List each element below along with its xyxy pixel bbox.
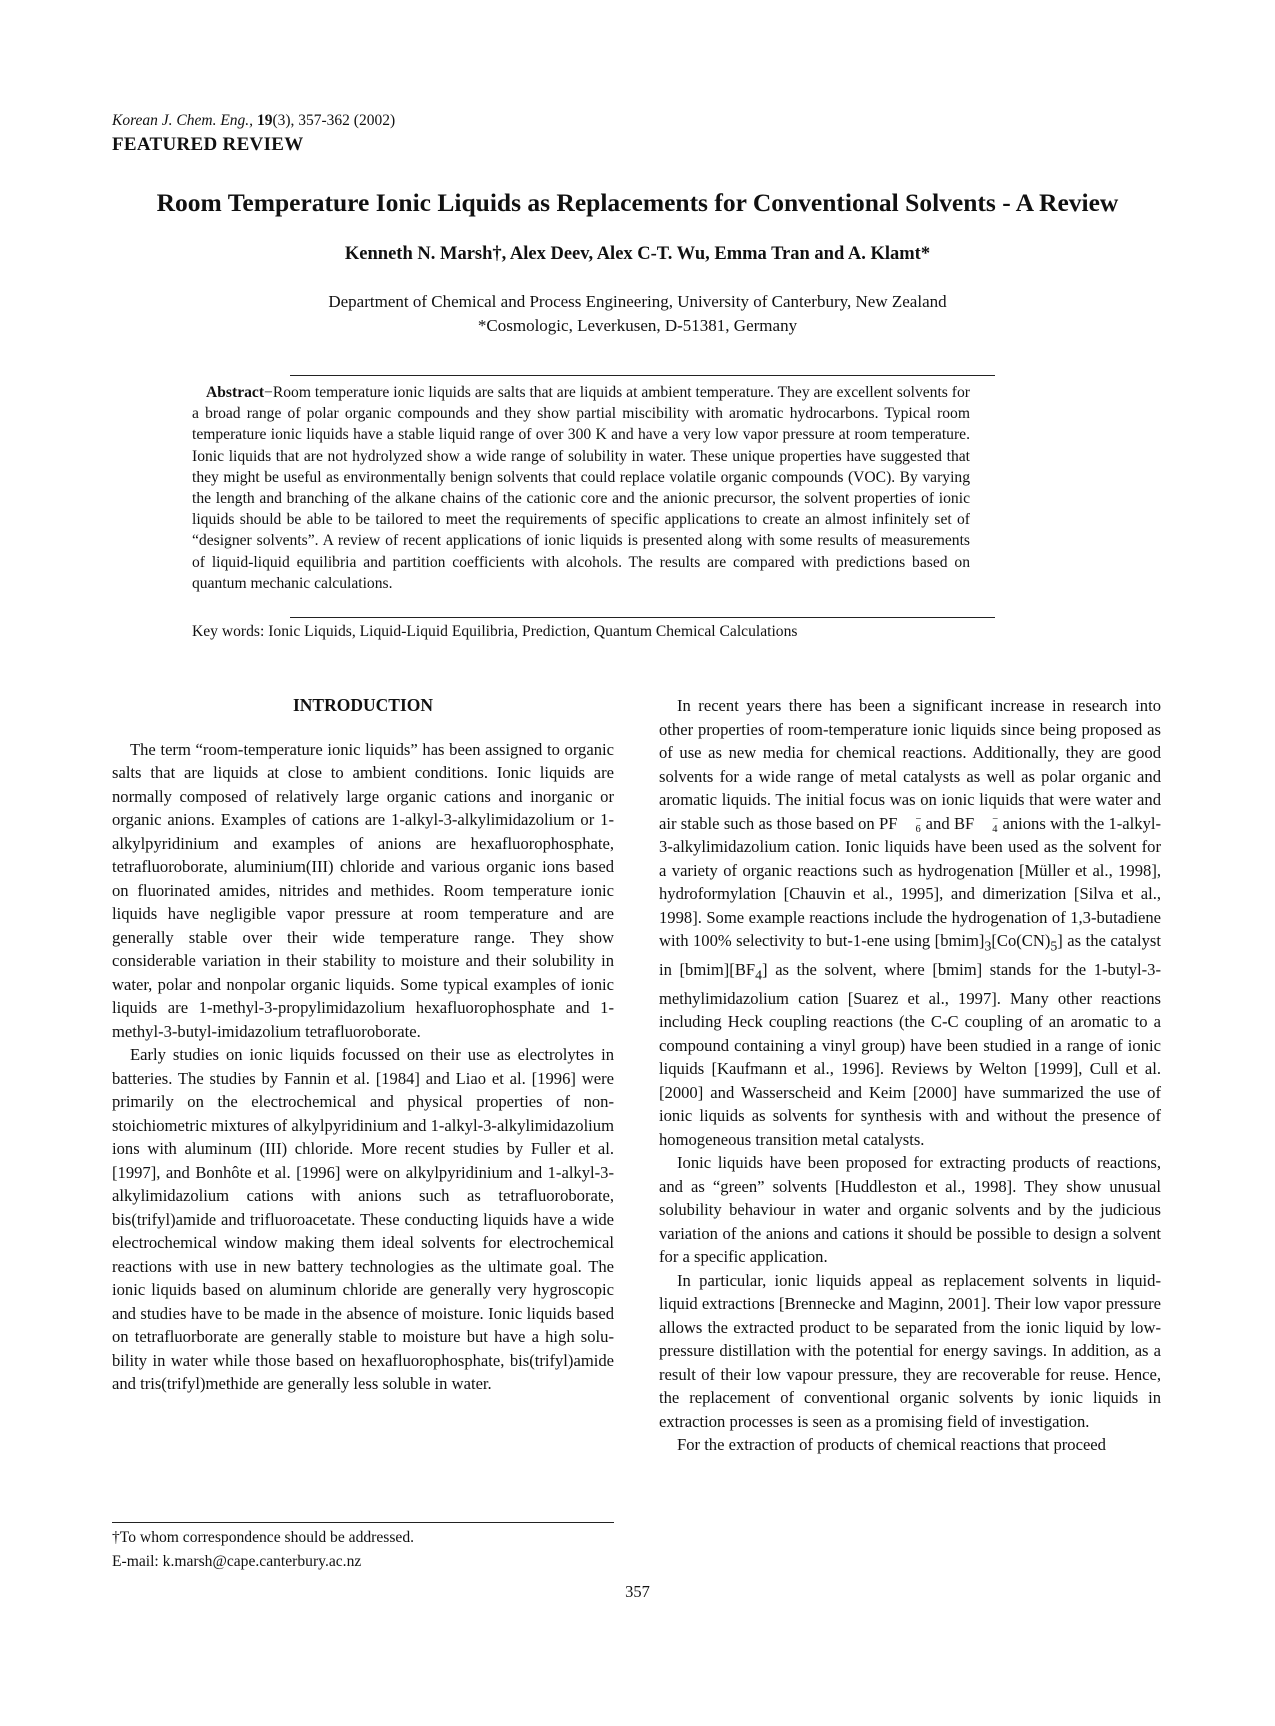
journal-name: Korean J. Chem. Eng., [112,112,254,129]
affiliation-1: Department of Chemical and Process Engineering, University of Canterbury, New Zealand [328,292,947,311]
footnote-rule [112,1522,614,1523]
paragraph: The term “room-temperature ionic liquids” has been assigned to organic salts that are liquids at close to ambient conditions. Ionic liquids are normally composed of relatively large organic cations and inorganic or organic anions. Examples of cations are 1-alkyl-3-alkylimidazolium or 1-alkylpyridinium and examples of anions are hexafluorophosphate, tetrafluoroborate, aluminium(III) chloride and various organic ions based on fluorinated amides, nitrides and methides. Room temperature ionic liquids have negligible vapor pressure at room temperature and are generally stable over their wide temperature range. They show considerable variation in their stability to moisture and their solubility in water, polar and nonpolar organic liquids. Some typical examples of ionic liquids are 1-methyl-3-propylimidazolium hexafluorophosphate and 1-methyl-3-butyl-imidazolium tetrafluoroborate. [112,739,614,1041]
journal-citation [112,112,395,130]
bf4-formula: BF − 4 [953,813,999,835]
text-run: ] as the catalyst in [bmim][BF [659,931,1162,979]
paragraph: Ionic liquids have been proposed for extracting products of reactions, and as “green” solvents [Huddleston et al., 1998]. They show unusual solubility behaviour in water and organic solvents and by the judicious variation of the anions and cations it should be possible to design a solvent for a specific application. [659,1153,1161,1267]
right-column [659,694,1161,1457]
pf6-formula: PF − 6 [878,813,922,835]
abstract-text: −Room temperature ionic liquids are salts that are liquids at ambient temperature. They are excellent solvents for a broad range of polar organic compounds and they show partial miscibility with aromatic hydrocarbons. Typical room temperature ionic liquids have a stable liquid range of over 300 K and have a very low vapor pressure at room temperature. Ionic liquids that are not hydrolyzed show a wide range of solubility in water. These unique properties have suggested that they might be useful as environmentally benign solvents that could replace volatile organic compounds (VOC). By varying the length and branching of the alkane chains of the cationic core and the anionic precursor, the solvent properties of ionic liquids should be able to be tailored to meet the requirements of specific applications to create an almost infinitely set of “designer solvents”. A review of recent applications of ionic liquids is presented along with some results of measurements of liquid-liquid equilibria and partition coefficients with alcohols. The results are compared with predictions based on quantum mechanic calculations. [192,384,970,592]
paragraph: For the extraction of products of chemical reactions that proceed [677,1435,1106,1455]
paragraph: Early studies on ionic liquids focussed on their use as electrolytes in batteries. The studies by Fannin et al. [1984] and Liao et al. [1996] were primarily on the electrochemical and physical properties of non-stoichiometric mixtures of alkylpyridinium and 1-alkyl-3-alkylimidazolium ions with aluminum (III) chloride. More recent studies by Fuller et al. [1997], and Bonhôte et al. [1996] were on alkylpyridinium and 1-alkyl-3-alkylimidazolium cations with anions such as tetrafluoroborate, bis(trifyl)amide and trifluoroacetate. These conducting liquids have a wide electrochemical window making them ideal solvents for electrochemical reactions with use in new battery technologies as the ultimate goal. The ionic liquids based on aluminum chloride are generally very hygroscopic and studies have to be made in the absence of moisture. Ionic liquids based on tetrafluorborate are generally stable to moisture but have a high solubility in water while those based on hexafluorophosphate, bis(trifyl)amide and tris(trifyl)methide are generally less soluble in water. [112,1045,614,1393]
paragraph: In particular, ionic liquids appeal as replacement solvents in liquid-liquid extractions [Brennecke and Maginn, 2001]. Their low vapor pressure allows the extracted product to be separated from the ionic liquid by low-pressure distillation with the potential for energy savings. In addition, as a result of their low vapour pressure, they are recoverable for reuse. Hence, the replacement of conventional organic solvents by ionic liquids in extraction processes is seen as a promising field of investigation. [659,1270,1161,1431]
page-number: 357 [625,1582,650,1601]
abstract-bottom-rule [290,617,995,618]
journal-volume: 19 [256,112,273,129]
abstract [192,382,970,594]
text-run: In recent years there has been a significant increase in research into other properties of room-temperature ionic liquids since being proposed as of use as new media for chemical reactions. Additionally, they are good solvents for a wide range of metal catalysts as well as polar organic and aromatic liquids. The initial focus was on ionic liquids that were water and air stable such as those based on [659,696,1161,833]
subscript: 3 [984,938,992,954]
journal-issue-pages: (3), 357-362 (2002) [272,112,396,129]
footnote-email: E-mail: k.marsh@cape.canterbury.ac.nz [112,1553,362,1570]
affiliation-2: *Cosmologic, Leverkusen, D-51381, Germany [477,316,798,335]
subscript: 5 [1050,938,1058,954]
footnote-correspondence: †To whom correspondence should be addressed. [112,1529,415,1546]
keywords: Key words: Ionic Liquids, Liquid-Liquid Equilibria, Prediction, Quantum Chemical Calculations [192,623,798,640]
paragraph [659,694,1161,1151]
abstract-label: Abstract [206,384,265,401]
footnotes [112,1526,632,1574]
affiliations [0,290,1275,338]
text-run: [Co(CN) [991,931,1051,950]
subscript: 4 [755,967,763,983]
author-list: Kenneth N. Marsh†, Alex Deev, Alex C-T. Wu, Emma Tran and A. Klamt* [344,244,931,264]
left-column [112,694,614,1396]
abstract-top-rule [290,375,995,376]
paper-title: Room Temperature Ionic Liquids as Replacements for Conventional Solvents - A Review [156,188,1119,217]
text-run: and [921,813,954,833]
section-heading-introduction: INTRODUCTION [292,695,434,715]
text-run: anions with the 1-alkyl-3-alkylimidazolium cation. Ionic liquids have been used as the solvent for a variety of organic reactions such as hydrogenation [Müller et al., 1998], hydroformylation [Chauvin et al., 1995], and dimerization [Silva et al., 1998]. Some example reactions include the hydrogenation of 1,3-butadiene with 100% selectivity to but-1-ene using [bmim] [659,813,1162,950]
text-run: ] as the solvent, where [bmim] stands for the 1-butyl-3-methylimidazolium cation [Suarez et al., 1997]. Many other reactions including Heck coupling reactions (the C-C coupling of an aromatic to a compound containing a vinyl group) have been studied in a range of ionic liquids [Kaufmann et al., 1996]. Reviews by Welton [1999], Cull et al. [2000] and Wasserscheid and Keim [2000] have summarized the use of ionic liquids as solvents for synthesis with and without the presence of homogeneous transition metal catalysts. [659,959,1161,1149]
section-tag: FEATURED REVIEW [112,134,304,155]
